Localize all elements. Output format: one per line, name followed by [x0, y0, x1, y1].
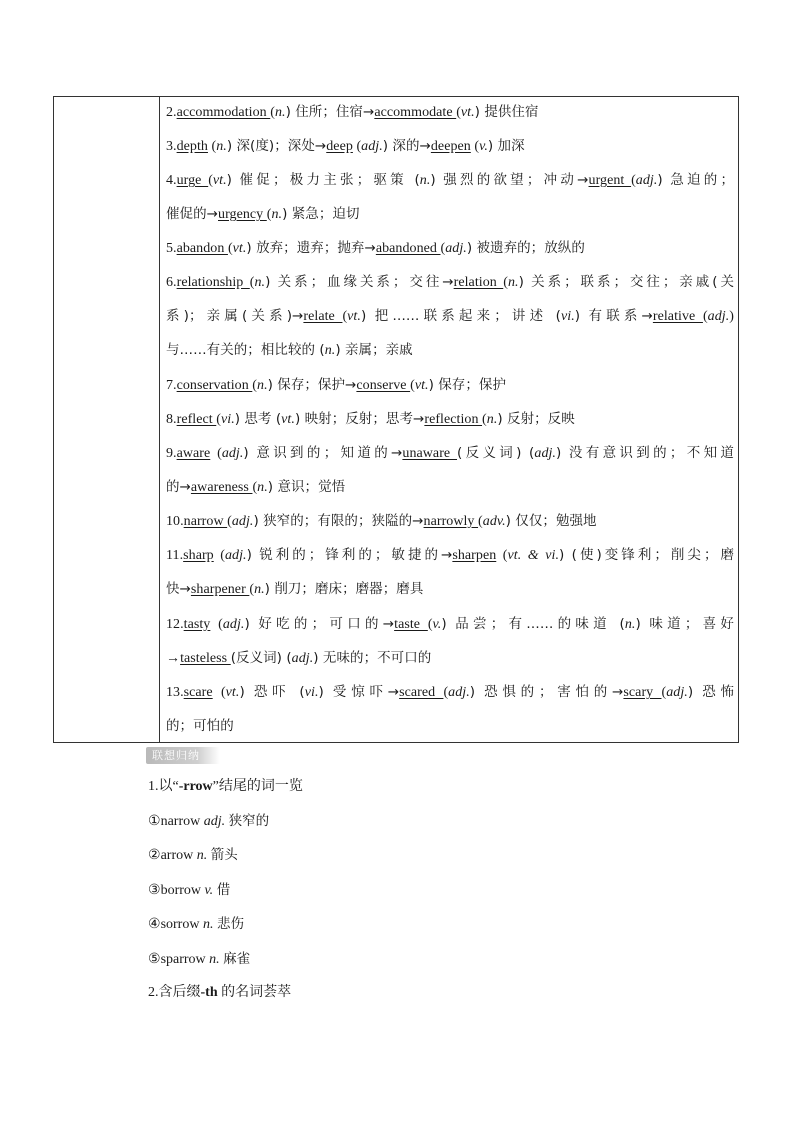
- vocab-word: relative: [652, 309, 703, 324]
- item-word: sparrow: [160, 951, 206, 967]
- vocab-text: 快→: [166, 581, 191, 597]
- vocab-text: ) 受惊吓→: [318, 684, 400, 700]
- vocab-text: adj.: [361, 139, 383, 154]
- vocab-text: ) 无味的；不可口的: [313, 650, 432, 666]
- vocab-text: v.: [479, 139, 488, 154]
- vocab-text: ): [729, 309, 734, 324]
- vocab-text: 13.: [166, 685, 184, 700]
- vocab-text: ) 映射；反射；思考→: [294, 411, 425, 427]
- vocab-line: [166, 169, 734, 191]
- vocab-text: ) 把……联系起来；讲述 (: [360, 308, 561, 324]
- vocab-text: n.: [419, 173, 431, 188]
- vocab-word: taste: [394, 617, 428, 632]
- vocab-word: narrowly: [423, 514, 479, 529]
- vocab-text: ) 削刀；磨床；磨器；磨具: [264, 581, 424, 597]
- vocab-text: 5.: [166, 241, 177, 256]
- vocab-text: 10.: [166, 514, 184, 529]
- item-pos: n.: [209, 951, 220, 967]
- vocab-text: adj.: [666, 685, 688, 700]
- vocab-text: (: [210, 617, 223, 632]
- vocab-line: [166, 408, 575, 430]
- vocab-text: (: [478, 514, 483, 529]
- vocab-text: ) 锐利的；锋利的；敏捷的→: [246, 547, 453, 563]
- vocab-text: 6.: [166, 275, 177, 290]
- vocab-text: adj.: [534, 446, 556, 461]
- vocab-text: (: [342, 309, 348, 324]
- vocab-text: vt.: [232, 241, 247, 256]
- vocab-text: adj.: [707, 309, 730, 324]
- vocab-text: 系)；亲属(关系)→: [166, 308, 304, 324]
- vocab-text: ) 没有意识到的；不知道: [555, 445, 734, 461]
- item-num: ③: [148, 882, 161, 898]
- vocab-text: (: [427, 617, 433, 632]
- vocab-text: ) 恐吓 (: [239, 684, 305, 700]
- vocab-text: 11.: [166, 548, 184, 563]
- vocab-text: n.: [486, 412, 498, 427]
- item-word: narrow: [160, 814, 201, 829]
- vocab-text: ) 急迫的；: [657, 172, 735, 188]
- vocab-text: ) 有联系→: [574, 308, 653, 324]
- vocab-text: n.: [254, 582, 265, 597]
- vocab-text: ) 保存；保护→: [267, 377, 357, 393]
- item-meaning: 借: [216, 881, 231, 898]
- vocab-line: [166, 544, 734, 566]
- vocab-word: awareness: [190, 480, 253, 495]
- item-pos: n.: [202, 917, 214, 933]
- vocab-word: scare: [183, 685, 213, 700]
- vocab-text: 7.: [166, 378, 177, 393]
- vocab-text: ) 放弃；遗弃；抛弃→: [246, 240, 376, 256]
- vocab-text: n.: [507, 275, 519, 290]
- rrow-word-item: [148, 810, 269, 832]
- item-word: arrow: [160, 848, 194, 864]
- vocab-text: n.: [324, 343, 336, 358]
- heading-th-suffix: 2.含后缀-th 的名词荟萃: [148, 985, 292, 1000]
- vocab-text: (: [661, 685, 667, 700]
- vocab-line: [166, 237, 585, 259]
- item-pos: n.: [196, 848, 208, 864]
- vocab-text: ) 品尝；有……的味道 (: [441, 616, 625, 632]
- vocab-text: ) 亲属；亲戚: [335, 342, 413, 358]
- vocab-text: (: [270, 105, 275, 120]
- vocab-text: ) 狭窄的；有限的；狭隘的→: [253, 513, 424, 529]
- item-word: sorrow: [160, 917, 200, 933]
- vocab-text: vt.: [212, 173, 227, 188]
- vocab-text: ) 反射；反映: [497, 411, 575, 427]
- vocab-word: sharpen: [452, 548, 497, 563]
- item-meaning: 箭头: [210, 847, 238, 864]
- vocab-text: n.: [274, 105, 286, 120]
- vocab-text: (: [352, 139, 362, 154]
- item-num: ⑤: [148, 951, 161, 967]
- vocab-text: vt.: [460, 105, 475, 120]
- vocab-text: ) 保存；保护: [428, 377, 507, 393]
- vocab-line: [166, 578, 423, 600]
- rrow-word-item: [148, 913, 244, 935]
- vocab-word: depth: [176, 139, 208, 154]
- vocab-text: ) 恐惧的；害怕的→: [469, 684, 624, 700]
- vocab-text: ) 思考 (: [234, 411, 282, 427]
- item-num: ④: [148, 917, 161, 933]
- vocab-text: ) 催促；极力主张；驱策 (: [226, 172, 420, 188]
- vocab-text: vi.: [304, 685, 319, 700]
- vocab-text: 与……有关的；相比较的 (: [166, 342, 325, 358]
- vocab-text: ) 味道；喜好: [635, 616, 734, 632]
- vocab-text: n.: [257, 378, 268, 393]
- vocab-line: [166, 101, 539, 123]
- vocab-text: adj.: [448, 685, 470, 700]
- vocab-text: ) 恐怖: [687, 684, 735, 700]
- item-num: ①: [148, 814, 161, 829]
- rrow-word-item: [148, 948, 250, 970]
- vocab-text: 2.: [166, 105, 177, 120]
- vocab-text: ) (使)变锋利；削尖；磨: [559, 547, 735, 563]
- table-column-divider: [159, 97, 160, 742]
- vocab-text: ) 好吃的；可口的→: [244, 616, 395, 632]
- vocab-text: ) 深(度)；深处→: [226, 138, 327, 154]
- vocab-text: ) 紧急；迫切: [282, 206, 360, 222]
- vocab-line: [166, 305, 734, 327]
- vocab-line: [166, 271, 734, 293]
- vocab-line: [166, 203, 360, 225]
- vocab-text: (: [631, 173, 636, 188]
- item-meaning: 麻雀: [223, 950, 251, 967]
- vocab-text: vt.: [225, 685, 240, 700]
- vocab-text: (: [266, 207, 272, 222]
- vocab-text: (: [227, 514, 232, 529]
- vocab-text: 3.: [166, 139, 177, 154]
- vocab-text: adv.: [482, 514, 506, 529]
- vocab-text: (反义词) (: [230, 650, 292, 666]
- vocab-word: abandoned: [375, 241, 441, 256]
- vocab-text: (: [208, 173, 213, 188]
- vocab-text: ) 提供住宿: [474, 104, 539, 120]
- item-word: borrow: [160, 882, 201, 898]
- vocab-text: (: [249, 275, 255, 290]
- vocab-word: conservation: [176, 378, 253, 393]
- vocab-line: [166, 715, 234, 737]
- vocab-text: (: [252, 480, 258, 495]
- vocab-word: sharpener: [190, 582, 250, 597]
- vocab-line: [166, 339, 413, 361]
- vocab-text: vt. & vi.: [507, 548, 560, 563]
- vocab-text: →: [166, 651, 181, 666]
- vocab-text: vi.: [220, 412, 235, 427]
- vocab-text: vi.: [561, 309, 575, 324]
- vocab-text: 12.: [166, 617, 184, 632]
- vocab-text: adj.: [231, 514, 254, 529]
- vocab-text: n.: [624, 617, 636, 632]
- vocab-text: ) 强烈的欲望；冲动→: [430, 172, 589, 188]
- vocab-text: n.: [216, 139, 227, 154]
- vocab-text: adj.: [445, 241, 467, 256]
- vocab-word: relate: [303, 309, 343, 324]
- vocab-word: urgency: [218, 207, 267, 222]
- vocab-word: relation: [453, 275, 504, 290]
- vocab-word: aware: [176, 446, 211, 461]
- vocab-text: 9.: [166, 446, 177, 461]
- vocab-text: (: [216, 412, 221, 427]
- vocab-table: [53, 96, 739, 743]
- vocab-text: adj.: [291, 651, 314, 666]
- rrow-word-item: [148, 879, 230, 901]
- vocab-text: vt.: [281, 412, 295, 427]
- vocab-word: accommodate: [374, 105, 457, 120]
- vocab-text: (: [503, 275, 508, 290]
- vocab-text: vt.: [414, 378, 429, 393]
- vocab-text: v.: [432, 617, 442, 632]
- vocab-text: ) 关系；血缘关系；交往→: [265, 274, 454, 290]
- vocab-line: [166, 510, 597, 532]
- vocab-text: ) 意识；觉悟: [267, 479, 346, 495]
- vocab-text: 的；可怕的: [166, 718, 234, 734]
- vocab-text: ) 意识到的；知道的→: [243, 445, 403, 461]
- vocab-word: deepen: [430, 139, 471, 154]
- vocab-text: (: [249, 582, 255, 597]
- vocab-word: sharp: [183, 548, 214, 563]
- vocab-word: reflection: [424, 412, 483, 427]
- vocab-text: n.: [271, 207, 283, 222]
- vocab-text: ) 关系；联系；交往；亲戚(关: [518, 274, 734, 290]
- vocab-text: (: [212, 685, 226, 700]
- vocab-word: scary: [623, 685, 662, 700]
- vocab-text: ) 深的→: [382, 138, 431, 154]
- vocab-line: [166, 135, 525, 157]
- vocab-text: vt.: [347, 309, 361, 324]
- vocab-word: urgent: [588, 173, 632, 188]
- vocab-word: tasteless: [180, 651, 231, 666]
- vocab-line: [166, 681, 734, 703]
- vocab-text: ) 仅仅；勉强地: [505, 513, 597, 529]
- vocab-text: adj.: [635, 173, 658, 188]
- item-pos: adj.: [203, 814, 226, 829]
- vocab-text: (: [470, 139, 480, 154]
- heading-rrow: 1.以“-rrow”结尾的词一览: [148, 779, 303, 794]
- vocab-text: (: [482, 412, 487, 427]
- vocab-word: deep: [326, 139, 353, 154]
- vocab-text: (: [702, 309, 708, 324]
- item-num: ②: [148, 848, 161, 864]
- vocab-text: 的→: [166, 479, 191, 495]
- vocab-text: n.: [254, 275, 266, 290]
- section-badge: [146, 747, 220, 764]
- vocab-text: 8.: [166, 412, 177, 427]
- vocab-word: narrow: [183, 514, 228, 529]
- vocab-text: 4.: [166, 173, 177, 188]
- vocab-text: adj.: [224, 548, 247, 563]
- vocab-text: ) 住所；住宿→: [285, 104, 375, 120]
- vocab-text: (: [410, 378, 415, 393]
- vocab-line: [166, 442, 734, 464]
- vocab-word: accommodation: [176, 105, 271, 120]
- vocab-text: (: [210, 446, 222, 461]
- vocab-text: ) 被遗弃的；放纵的: [466, 240, 585, 256]
- section-badge-label: 联想归纳: [152, 749, 200, 762]
- item-meaning: 狭窄的: [228, 813, 270, 829]
- vocab-line: [166, 374, 506, 396]
- vocab-text: adj.: [222, 617, 245, 632]
- vocab-word: scared: [399, 685, 444, 700]
- vocab-line: [166, 647, 431, 669]
- vocab-text: (: [456, 105, 461, 120]
- vocab-line: [166, 613, 734, 635]
- vocab-word: abandon: [176, 241, 228, 256]
- vocab-text: (: [440, 241, 446, 256]
- vocab-text: (: [227, 241, 233, 256]
- vocab-word: unaware: [402, 446, 458, 461]
- vocab-text: (: [207, 139, 217, 154]
- item-pos: v.: [204, 882, 214, 898]
- vocab-text: n.: [257, 480, 268, 495]
- vocab-line: [166, 476, 345, 498]
- vocab-text: ) 加深: [487, 138, 525, 154]
- item-meaning: 悲伤: [216, 916, 244, 933]
- vocab-word: conserve: [356, 378, 411, 393]
- vocab-text: adj.: [221, 446, 244, 461]
- vocab-word: urge: [176, 173, 209, 188]
- vocab-text: (: [443, 685, 449, 700]
- vocab-text: 催促的→: [166, 206, 219, 222]
- vocab-text: (: [252, 378, 258, 393]
- vocab-text: (反义词) (: [457, 445, 535, 461]
- vocab-text: (: [213, 548, 225, 563]
- vocab-word: tasty: [183, 617, 211, 632]
- rrow-word-item: [148, 844, 238, 866]
- vocab-word: relationship: [176, 275, 250, 290]
- vocab-word: reflect: [176, 412, 217, 427]
- vocab-text: (: [496, 548, 508, 563]
